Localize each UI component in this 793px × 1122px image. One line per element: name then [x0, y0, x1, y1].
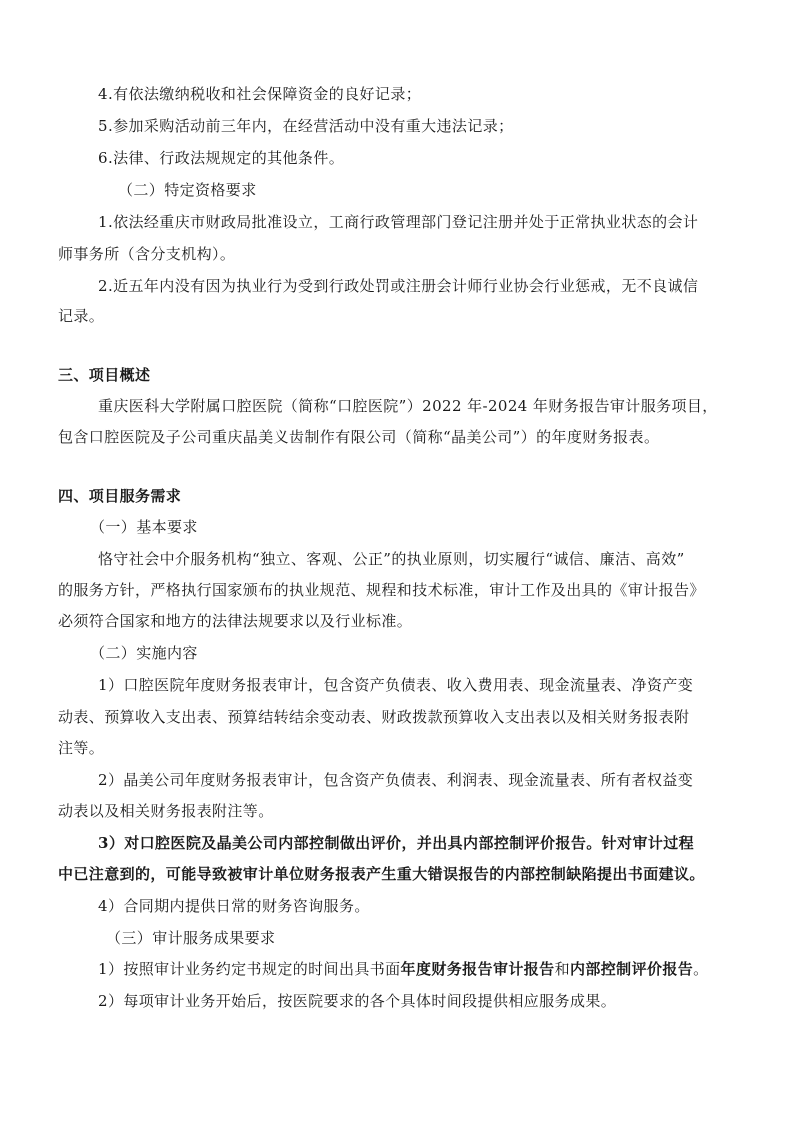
bold-text-run: 内部控制评价报告: [569, 960, 694, 978]
paragraph-line: 2）每项审计业务开始后，按医院要求的各个具体时间段提供相应服务成果。: [98, 992, 617, 1010]
paragraph-line: 师事务所（含分支机构）。: [58, 245, 236, 263]
paragraph-line: 动表以及相关财务报表附注等。: [58, 802, 274, 820]
paragraph-line: 的服务方针，严格执行国家颁布的执业规范、规程和技术标准，审计工作及出具的《审计报告》: [58, 581, 705, 599]
paragraph-line: 2.近五年内没有因为执业行为受到行政处罚或注册会计师行业协会行业惩戒，无不良诚信: [98, 277, 699, 295]
subsection-heading: （二）实施内容: [90, 644, 198, 662]
paragraph-line: 4.有依法缴纳税收和社会保障资金的良好记录；: [98, 85, 422, 103]
paragraph-line: 重庆医科大学附属口腔医院（简称“口腔医院”）2022 年-2024 年财务报告审计服务项目，: [98, 397, 718, 415]
paragraph-line: [98, 959, 709, 979]
paragraph-line: 2）晶美公司年度财务报表审计，包含资产负债表、利润表、现金流量表、所有者权益变: [98, 771, 694, 789]
section-heading: 三、项目概述: [58, 366, 151, 384]
subsection-heading: （三）审计服务成果要求: [106, 929, 276, 947]
paragraph-line: 动表、预算收入支出表、预算结转结余变动表、财政拨款预算收入支出表以及相关财务报表附: [58, 708, 690, 726]
paragraph-line: 1.依法经重庆市财政局批准设立，工商行政管理部门登记注册并处于正常执业状态的会计: [98, 213, 699, 231]
text-run: 和: [554, 960, 570, 978]
paragraph-line: 必须符合国家和地方的法律法规要求以及行业标准。: [58, 612, 413, 630]
bold-paragraph-line: 中已注意到的，可能导致被审计单位财务报表产生重大错误报告的内部控制缺陷提出书面建议。: [58, 865, 705, 883]
text-run: 1）按照审计业务约定书规定的时间出具书面: [98, 960, 401, 978]
paragraph-line: 4）合同期内提供日常的财务咨询服务。: [98, 897, 370, 915]
paragraph-line: 注等。: [58, 739, 105, 757]
bold-paragraph-line: 3）对口腔医院及晶美公司内部控制做出评价，并出具内部控制评价报告。针对审计过程: [98, 834, 695, 852]
paragraph-line: 6.法律、行政法规规定的其他条件。: [98, 149, 345, 167]
paragraph-line: 5.参加采购活动前三年内，在经营活动中没有重大违法记录；: [98, 117, 514, 135]
subsection-heading: （一）基本要求: [90, 518, 198, 536]
text-run: 。: [693, 960, 709, 978]
subsection-heading: （二）特定资格要求: [118, 181, 257, 199]
bold-text-run: 年度财务报告审计报告: [400, 960, 555, 978]
section-heading: 四、项目服务需求: [58, 487, 182, 505]
paragraph-line: 包含口腔医院及子公司重庆晶美义齿制作有限公司（简称“晶美公司”）的年度财务报表。: [58, 428, 660, 446]
paragraph-line: 1）口腔医院年度财务报表审计，包含资产负债表、收入费用表、现金流量表、净资产变: [98, 676, 694, 694]
paragraph-line: 记录。: [58, 307, 105, 325]
paragraph-line: 恪守社会中介服务机构“独立、客观、公正”的执业原则，切实履行“诚信、廉洁、高效”: [98, 550, 685, 568]
